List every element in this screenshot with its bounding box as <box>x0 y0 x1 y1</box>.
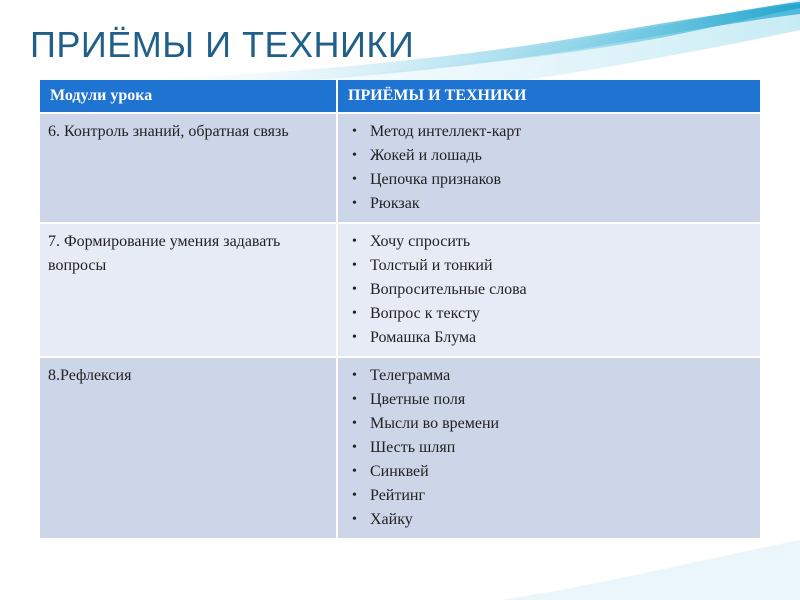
list-item <box>350 120 752 144</box>
column-header-modules: Модули урока <box>40 80 337 113</box>
table-row <box>40 113 760 223</box>
column-header-techniques: ПРИЁМЫ И ТЕХНИКИ <box>337 80 760 113</box>
list-item <box>350 302 752 326</box>
list-item <box>350 508 752 532</box>
list-item <box>350 192 752 216</box>
techniques-list <box>346 230 752 350</box>
list-item <box>350 254 752 278</box>
techniques-cell <box>337 357 760 538</box>
bullet-icon: • <box>352 258 357 273</box>
list-item-label: Хочу спросить <box>370 233 471 250</box>
bullet-icon: • <box>352 488 357 503</box>
list-item-label: Толстый и тонкий <box>370 257 493 274</box>
list-item <box>350 278 752 302</box>
bullet-icon: • <box>352 124 357 139</box>
module-cell: 8.Рефлексия <box>40 357 337 538</box>
list-item-label: Ромашка Блума <box>370 329 477 346</box>
bullet-icon: • <box>352 196 357 211</box>
techniques-list <box>346 120 752 216</box>
list-item-label: Рюкзак <box>370 195 420 212</box>
list-item-label: Вопросительные слова <box>370 281 527 298</box>
table-header-row <box>40 80 760 113</box>
bullet-icon: • <box>352 512 357 527</box>
bullet-icon: • <box>352 306 357 321</box>
bullet-icon: • <box>352 148 357 163</box>
list-item-label: Жокей и лошадь <box>370 147 482 164</box>
bullet-icon: • <box>352 440 357 455</box>
module-cell: 7. Формирование умения задавать вопросы <box>40 223 337 357</box>
slide-title: ПРИЁМЫ И ТЕХНИКИ <box>30 24 415 65</box>
table-row <box>40 357 760 538</box>
list-item-label: Метод интеллект-карт <box>370 123 522 140</box>
techniques-table <box>40 80 760 538</box>
bullet-icon: • <box>352 172 357 187</box>
list-item-label: Мысли во времени <box>370 415 500 432</box>
list-item <box>350 168 752 192</box>
techniques-cell <box>337 223 760 357</box>
bullet-icon: • <box>352 464 357 479</box>
list-item <box>350 364 752 388</box>
list-item-label: Цветные поля <box>370 391 466 408</box>
module-cell: 6. Контроль знаний, обратная связь <box>40 113 337 223</box>
bullet-icon: • <box>352 330 357 345</box>
table-row <box>40 223 760 357</box>
bullet-icon: • <box>352 392 357 407</box>
list-item <box>350 460 752 484</box>
list-item-label: Телеграмма <box>370 367 451 384</box>
list-item <box>350 144 752 168</box>
list-item <box>350 230 752 254</box>
bullet-icon: • <box>352 234 357 249</box>
list-item-label: Цепочка признаков <box>370 171 502 188</box>
list-item-label: Вопрос к тексту <box>370 305 480 322</box>
list-item-label: Шесть шляп <box>370 439 456 456</box>
list-item <box>350 326 752 350</box>
list-item <box>350 412 752 436</box>
bullet-icon: • <box>352 368 357 383</box>
bullet-icon: • <box>352 416 357 431</box>
list-item-label: Рейтинг <box>370 487 426 504</box>
bullet-icon: • <box>352 282 357 297</box>
list-item-label: Синквей <box>370 463 429 480</box>
techniques-list <box>346 364 752 532</box>
list-item <box>350 388 752 412</box>
list-item <box>350 436 752 460</box>
techniques-cell <box>337 113 760 223</box>
list-item <box>350 484 752 508</box>
list-item-label: Хайку <box>370 511 413 528</box>
